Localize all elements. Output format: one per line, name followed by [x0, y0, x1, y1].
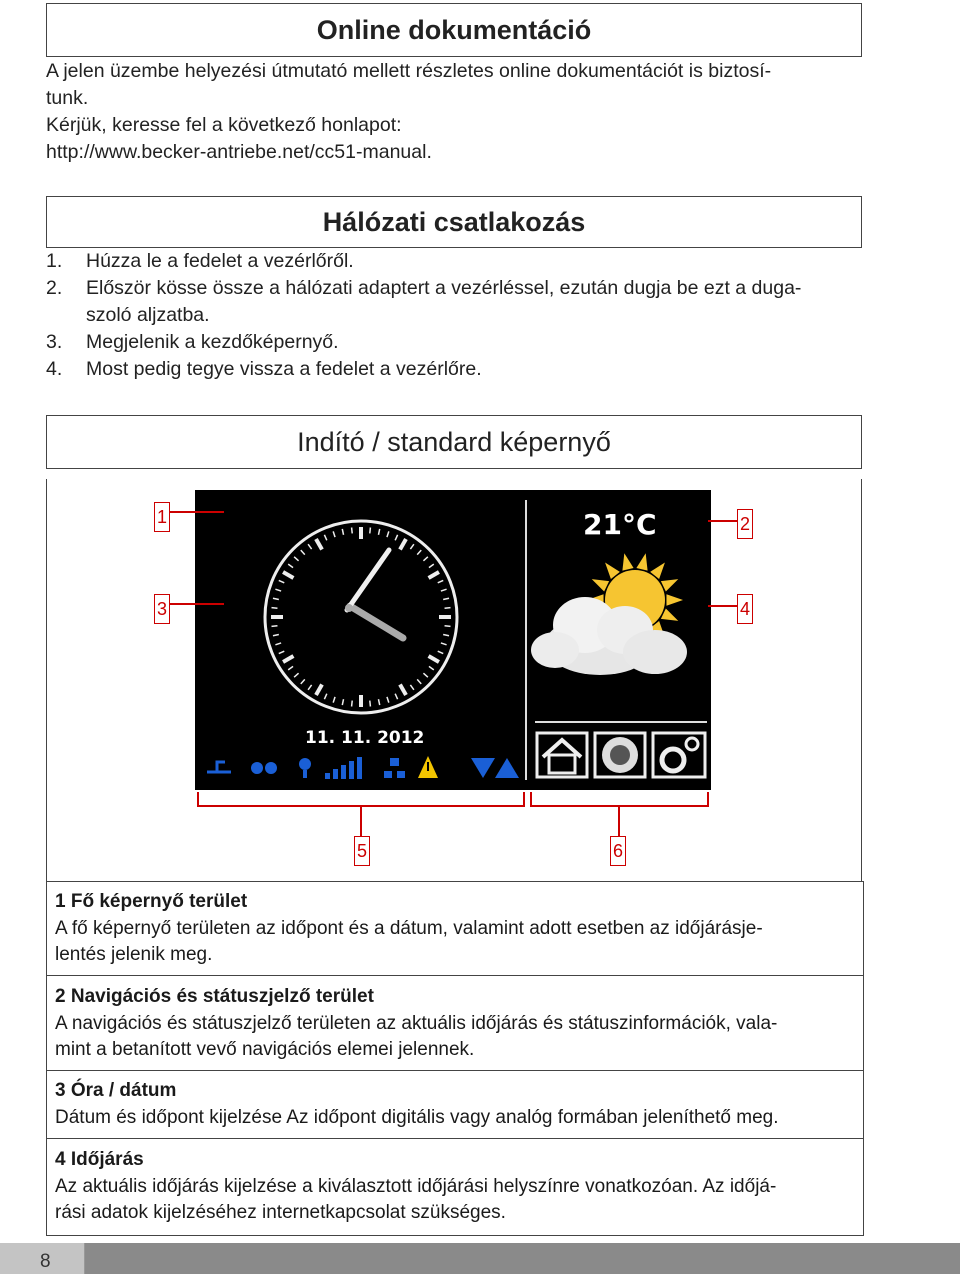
clock-tick	[429, 656, 439, 662]
text-line: A jelen üzembe helyezési útmutató mellett részletes online dokumentációt is biztosí-	[46, 60, 772, 82]
clock-tick	[279, 651, 284, 653]
clock-tick	[288, 564, 293, 568]
warning-icon	[418, 756, 438, 778]
direction-triangles-icon	[471, 758, 519, 778]
callout-badge-6: 6	[610, 836, 626, 866]
clock-tick	[352, 527, 353, 533]
clock-tick	[324, 535, 326, 540]
step-text: szoló aljzatba.	[86, 304, 210, 326]
text-line: rási adatok kijelzéséhez internetkapcsolat szükséges.	[55, 1202, 506, 1223]
clock-tick	[395, 535, 397, 540]
clock-tick	[294, 673, 298, 677]
text-line: Az aktuális időjárás kijelzése a kiválasztott időjárási helyszínre vonatkozóan. Az időjá-	[55, 1176, 777, 1197]
text-line: A fő képernyő területen az időpont és a dátum, valamint adott esetben az időjárásje-	[55, 918, 763, 939]
section-online-docs-title-box	[46, 3, 862, 57]
step-text: Húzza le a fedelet a vezérlőről.	[86, 250, 354, 272]
sun-ray	[666, 594, 683, 605]
step-text: Először kösse össze a hálózati adaptert a vezérléssel, ezután dugja be ezt a duga-	[86, 277, 802, 299]
description-box-1	[46, 881, 864, 976]
clock-tick	[387, 697, 389, 703]
section-network-title-box	[46, 196, 862, 248]
clock-tick	[400, 539, 406, 549]
callout-badge-2: 2	[737, 509, 753, 539]
description-text	[55, 1105, 853, 1131]
clock-tick	[333, 697, 335, 703]
clock-tick	[275, 589, 281, 591]
home-icon	[537, 733, 587, 777]
clock-tick	[316, 539, 322, 549]
clock-tick	[438, 580, 443, 582]
text-line: lentés jelenik meg.	[55, 944, 213, 965]
temperature-readout: 21°C	[583, 508, 657, 541]
clock-tick	[271, 608, 277, 609]
clock-tick	[342, 699, 343, 705]
sensor-icon	[299, 758, 311, 778]
device-screen	[195, 490, 711, 790]
step-text: Most pedig tegye vissza a fedelet a vezérlőre.	[86, 358, 482, 380]
page-number-tab	[0, 1243, 85, 1274]
clock-tick	[352, 701, 353, 707]
clock-tick	[387, 531, 389, 537]
text-line: Kérjük, keresse fel a következő honlapot:	[46, 114, 402, 136]
clock-tick	[301, 550, 305, 554]
description-box-3	[46, 1070, 864, 1139]
clock-tick	[400, 685, 406, 695]
description-text	[55, 916, 853, 968]
text-line: Dátum és időpont kijelzése Az időpont digitális vagy analóg formában jeleníthető meg.	[55, 1107, 779, 1128]
clock-tick	[443, 598, 449, 599]
clock-tick	[279, 580, 284, 582]
description-title: 1 Fő képernyő terület	[55, 891, 248, 912]
clock-tick	[294, 557, 298, 561]
clock-tick	[370, 527, 371, 533]
clock-tick	[316, 685, 322, 695]
clock-tick	[342, 529, 343, 535]
clock-tick	[423, 557, 427, 561]
sun-ray	[661, 608, 678, 620]
step-text: Megjelenik a kezdőképernyő.	[86, 331, 339, 353]
clock-tick	[443, 634, 449, 635]
callout-badge-1: 1	[154, 502, 170, 532]
online-docs-text	[46, 58, 771, 166]
analog-clock-icon	[265, 521, 457, 713]
callout-badge-5: 5	[354, 836, 370, 866]
clock-tick	[417, 679, 421, 683]
callout-badge-4: 4	[737, 594, 753, 624]
clock-tick	[370, 701, 371, 707]
sun-ray	[622, 553, 633, 570]
clock-tick	[429, 666, 434, 670]
network-icon	[384, 758, 405, 778]
clock-tick	[429, 572, 439, 578]
step-number: 1.	[46, 250, 63, 272]
clock-tick	[441, 589, 447, 591]
clock-tick	[423, 673, 427, 677]
step-number: 4.	[46, 358, 63, 380]
clock-tick	[395, 694, 397, 699]
sun-ray	[592, 579, 609, 591]
clock-tick	[324, 694, 326, 699]
page-number: 8	[40, 1251, 51, 1272]
description-title: 2 Navigációs és státuszjelző terület	[55, 986, 374, 1007]
section-start-screen-title-box	[46, 415, 862, 469]
clock-tick	[275, 643, 281, 645]
step-number: 2.	[46, 277, 63, 299]
clock-tick	[333, 531, 335, 537]
text-line: A navigációs és státuszjelző területen az aktuális időjárás és státuszinformációk, vala-	[55, 1013, 778, 1034]
clock-tick	[410, 544, 414, 549]
description-text	[55, 1011, 853, 1063]
text-line: tunk.	[46, 87, 89, 109]
manual-link[interactable]: http://www.becker-antriebe.net/cc51-manual.	[46, 141, 432, 163]
footer-bar	[0, 1243, 960, 1274]
settings-icon	[653, 733, 705, 777]
clock-tick	[378, 529, 379, 535]
clock-tick	[271, 626, 277, 627]
signal-strength-icon	[325, 757, 362, 779]
clock-tick	[308, 544, 312, 549]
step-number: 3.	[46, 331, 63, 353]
clock-tick	[417, 550, 421, 554]
clock-tick	[308, 685, 312, 690]
callout-badge-3: 3	[154, 594, 170, 624]
description-box-4	[46, 1138, 864, 1236]
clock-tick	[429, 564, 434, 568]
clock-tick	[410, 685, 414, 690]
sun-ray	[661, 579, 678, 591]
section-title: Online dokumentáció	[316, 14, 592, 45]
shutter-icon	[595, 733, 645, 777]
description-text	[55, 1174, 853, 1226]
description-box-2	[46, 975, 864, 1071]
clock-tick	[273, 634, 279, 635]
clock-tick	[445, 608, 451, 609]
clock-tick	[441, 643, 447, 645]
clock-tick	[445, 626, 451, 627]
description-title: 4 Időjárás	[55, 1149, 144, 1170]
date-readout: 11. 11. 2012	[305, 728, 425, 748]
clock-tick	[283, 572, 293, 578]
section-title: Indító / standard képernyő	[297, 426, 611, 457]
clock-tick	[378, 699, 379, 705]
clock-tick	[273, 598, 279, 599]
clock-tick	[438, 651, 443, 653]
clock-tick	[283, 656, 293, 662]
sun-ray	[636, 553, 647, 570]
section-title: Hálózati csatlakozás	[322, 206, 586, 237]
step-list	[46, 248, 866, 388]
plug-icon	[207, 762, 231, 772]
motor-icon	[251, 762, 277, 774]
description-title: 3 Óra / dátum	[55, 1080, 177, 1101]
clock-tick	[288, 666, 293, 670]
text-line: mint a betanított vevő navigációs elemei jelennek.	[55, 1039, 475, 1060]
clock-tick	[301, 679, 305, 683]
